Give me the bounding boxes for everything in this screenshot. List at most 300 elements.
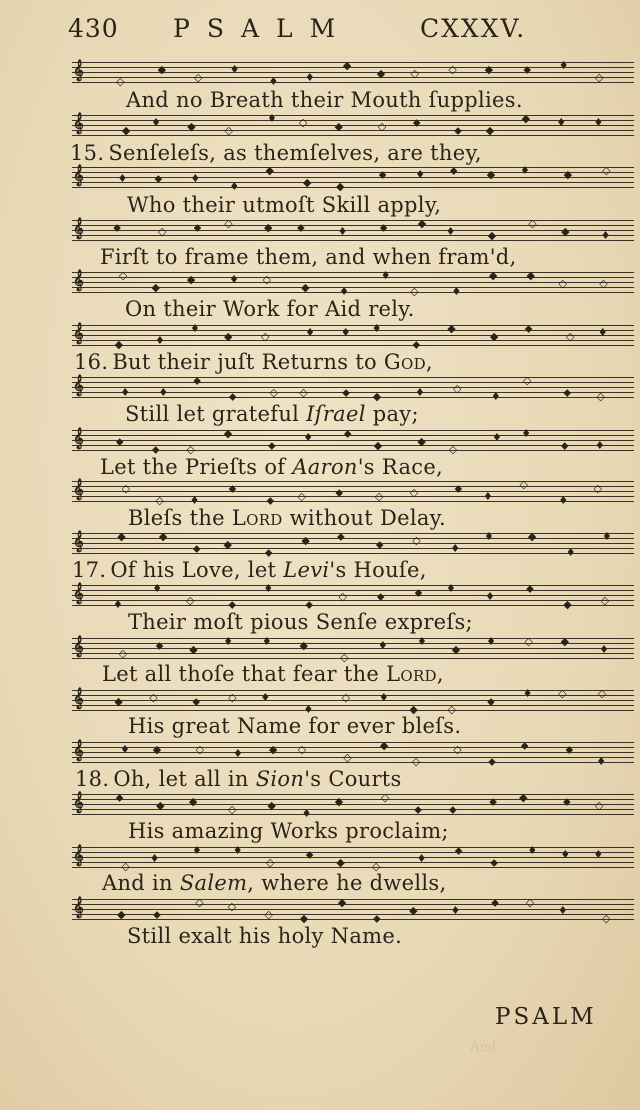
note-head-icon: ◇ bbox=[341, 691, 351, 704]
note-head-icon: ◇ bbox=[118, 647, 128, 660]
note-head-icon: ◆ bbox=[337, 896, 347, 909]
note-head-icon: ⬥ bbox=[488, 755, 496, 768]
note-head-icon: ◆ bbox=[117, 530, 126, 543]
note-head-icon: ◇ bbox=[410, 67, 419, 80]
note-head-icon: ◇ bbox=[371, 860, 381, 873]
note-head-icon: ⬥ bbox=[490, 856, 498, 869]
note-head-icon: ♦ bbox=[117, 172, 128, 185]
clef-icon: 𝄞 bbox=[73, 479, 84, 500]
verse-line bbox=[102, 871, 446, 895]
note-head-icon: ◇ bbox=[186, 443, 195, 456]
note-head-icon: ⬥ bbox=[378, 168, 387, 181]
verse-text: And no Breath their Mouth ſupplies. bbox=[126, 88, 523, 112]
small-caps-word: Lord bbox=[231, 506, 283, 530]
clef-icon: 𝄞 bbox=[73, 792, 84, 813]
italic-word: Aaron bbox=[292, 455, 358, 479]
staff-line bbox=[72, 82, 634, 83]
note-head-icon: ⬥ bbox=[335, 486, 344, 499]
note-head-icon: ⬥ bbox=[523, 63, 532, 76]
note-head-icon: ♦ bbox=[599, 643, 609, 656]
note-head-icon: ◇ bbox=[265, 856, 275, 869]
note-head-icon: ♦ bbox=[152, 582, 163, 595]
note-head-icon: ⬥ bbox=[454, 482, 463, 495]
note-head-icon: ⬥ bbox=[448, 803, 457, 816]
note-head-icon: ♦ bbox=[339, 285, 349, 298]
note-head-icon: ◇ bbox=[195, 743, 205, 756]
note-head-icon: ◇ bbox=[409, 486, 419, 499]
note-head-icon: ◇ bbox=[149, 691, 158, 704]
note-head-icon: ◇ bbox=[224, 217, 233, 230]
note-head-icon: ♦ bbox=[190, 172, 201, 185]
note-head-icon: ♦ bbox=[303, 431, 314, 444]
note-head-icon: ♦ bbox=[556, 116, 567, 129]
staff-line bbox=[72, 899, 634, 900]
note-head-icon: ♦ bbox=[491, 431, 502, 444]
clef-icon: 𝄞 bbox=[73, 583, 84, 604]
music-staff bbox=[72, 164, 634, 193]
psalm-numeral: CXXXV. bbox=[420, 14, 527, 43]
note-head-icon: ⬥ bbox=[305, 598, 314, 611]
verse-text: 's Courts bbox=[304, 767, 402, 791]
verse-line bbox=[127, 193, 441, 217]
note-head-icon: ◆ bbox=[156, 799, 165, 812]
note-head-icon: ◆ bbox=[302, 176, 312, 189]
note-head-icon: ◆ bbox=[376, 67, 386, 80]
staff-line bbox=[72, 325, 634, 326]
catchword: PSALM bbox=[495, 1004, 597, 1030]
staff-line bbox=[72, 377, 634, 378]
note-head-icon: ⬥ bbox=[560, 439, 569, 452]
note-head-icon: ♦ bbox=[565, 546, 576, 559]
music-staff bbox=[72, 112, 634, 137]
note-head-icon: ⬥ bbox=[489, 795, 497, 808]
note-head-icon: ◆ bbox=[527, 530, 537, 543]
note-head-icon: ♦ bbox=[445, 582, 456, 595]
clef-icon: 𝄞 bbox=[73, 428, 84, 449]
staff-line bbox=[72, 240, 634, 241]
note-head-icon: ◇ bbox=[298, 116, 308, 129]
note-head-icon: ◇ bbox=[121, 482, 131, 495]
staff-line bbox=[72, 814, 634, 815]
note-head-icon: ◆ bbox=[561, 225, 570, 238]
note-head-icon: ◇ bbox=[525, 896, 535, 909]
note-head-icon: ♦ bbox=[596, 755, 607, 768]
note-head-icon: ♦ bbox=[112, 598, 123, 611]
note-head-icon: ♦ bbox=[451, 285, 462, 298]
verse-line bbox=[127, 924, 402, 948]
note-head-icon: ◇ bbox=[227, 803, 237, 816]
staff-line bbox=[72, 62, 634, 63]
note-head-icon: ◇ bbox=[269, 386, 278, 399]
note-head-icon: ◇ bbox=[453, 743, 462, 756]
note-head-icon: ◇ bbox=[343, 751, 352, 764]
note-head-icon: ⬥ bbox=[491, 896, 499, 909]
note-head-icon: ⬥ bbox=[414, 803, 422, 816]
music-staff bbox=[72, 269, 634, 298]
note-head-icon: ⬥ bbox=[228, 482, 237, 495]
note-head-icon: ⬥ bbox=[228, 598, 237, 611]
note-head-icon: ⬥ bbox=[297, 221, 305, 234]
staff-line bbox=[72, 435, 634, 436]
music-staff bbox=[72, 530, 634, 559]
note-head-icon: ◇ bbox=[523, 374, 532, 387]
note-head-icon: ◆ bbox=[519, 791, 528, 804]
verse-line bbox=[74, 350, 433, 374]
note-head-icon: ◇ bbox=[447, 703, 456, 716]
note-head-icon: ⬥ bbox=[342, 386, 350, 399]
note-head-icon: ♦ bbox=[486, 635, 496, 648]
staff-line bbox=[72, 481, 634, 482]
clef-icon: 𝄞 bbox=[73, 636, 84, 657]
verse-number: 17. bbox=[72, 558, 107, 582]
staff-line bbox=[72, 757, 634, 758]
verse-text: Bleſs the bbox=[128, 506, 232, 530]
note-head-icon: ⬥ bbox=[524, 322, 533, 335]
music-staff bbox=[72, 374, 634, 403]
staff-line bbox=[72, 794, 634, 795]
note-head-icon: ♦ bbox=[266, 112, 277, 125]
note-head-icon: ⬥ bbox=[154, 172, 163, 185]
staff-line bbox=[72, 595, 634, 596]
verse-text: Still let grateful bbox=[125, 402, 307, 426]
staff-line bbox=[72, 658, 634, 659]
note-head-icon: ⬥ bbox=[193, 221, 202, 234]
note-head-icon: ♦ bbox=[558, 494, 569, 507]
note-head-icon: ♦ bbox=[593, 116, 604, 129]
note-head-icon: ♦ bbox=[485, 590, 495, 603]
note-head-icon: ⬥ bbox=[192, 542, 201, 555]
note-head-icon: ◆ bbox=[526, 269, 535, 282]
note-head-icon: ◆ bbox=[487, 229, 497, 242]
note-head-icon: ◆ bbox=[223, 330, 233, 343]
note-head-icon: ⬥ bbox=[565, 743, 574, 756]
note-head-icon: ♦ bbox=[414, 386, 425, 399]
note-head-icon: ⬥ bbox=[449, 164, 458, 177]
note-head-icon: ◆ bbox=[301, 281, 310, 294]
clef-icon: 𝄞 bbox=[73, 218, 84, 239]
note-head-icon: ◆ bbox=[417, 435, 426, 448]
note-head-icon: ◆ bbox=[299, 639, 308, 652]
staff-line bbox=[72, 72, 634, 73]
staff-line bbox=[72, 904, 634, 905]
note-head-icon: ◆ bbox=[186, 273, 196, 286]
note-head-icon: ⬥ bbox=[562, 795, 571, 808]
italic-word: Sion bbox=[255, 767, 305, 791]
page-header bbox=[68, 14, 538, 48]
note-head-icon: ◆ bbox=[447, 322, 456, 335]
staff-line bbox=[72, 230, 634, 231]
verse-line bbox=[128, 819, 449, 843]
staff-line bbox=[72, 225, 634, 226]
note-head-icon: ◇ bbox=[374, 490, 384, 503]
note-head-icon: ⬥ bbox=[228, 390, 237, 403]
note-head-icon: ◇ bbox=[594, 799, 604, 812]
note-head-icon: ⬥ bbox=[264, 546, 273, 559]
staff-line bbox=[72, 392, 634, 393]
note-head-icon: ♦ bbox=[484, 530, 494, 543]
note-head-icon: ⬥ bbox=[372, 912, 381, 925]
staff-line bbox=[72, 548, 634, 549]
staff-line bbox=[72, 653, 634, 654]
note-head-icon: ⬥ bbox=[343, 427, 352, 440]
staff-line bbox=[72, 605, 634, 606]
staff-line bbox=[72, 600, 634, 601]
staff-line bbox=[72, 430, 634, 431]
italic-word: Levi bbox=[283, 558, 330, 582]
note-head-icon: ♦ bbox=[522, 687, 533, 700]
note-head-icon: ◆ bbox=[451, 643, 461, 656]
verse-line bbox=[125, 297, 415, 321]
note-head-icon: ◆ bbox=[152, 743, 162, 756]
note-head-icon: ♦ bbox=[189, 494, 200, 507]
clef-icon: 𝄞 bbox=[73, 375, 84, 396]
verse-text: Their moſt pious Senſe expreſs; bbox=[128, 610, 473, 634]
staff-line bbox=[72, 277, 634, 278]
verse-text: Still exalt his holy Name. bbox=[127, 924, 403, 948]
note-head-icon: ♦ bbox=[519, 164, 530, 177]
clef-icon: 𝄞 bbox=[73, 113, 84, 134]
music-staff bbox=[72, 739, 634, 768]
staff-line bbox=[72, 235, 634, 236]
note-head-icon: ◆ bbox=[121, 124, 131, 137]
staff-line bbox=[72, 167, 634, 168]
note-head-icon: ⬥ bbox=[153, 908, 161, 921]
note-head-icon: ♦ bbox=[416, 852, 427, 865]
note-head-icon: ◆ bbox=[267, 799, 276, 812]
clef-icon: 𝄞 bbox=[73, 531, 84, 552]
note-head-icon: ◇ bbox=[262, 273, 271, 286]
staff-line bbox=[72, 187, 634, 188]
note-head-icon: ◆ bbox=[409, 904, 418, 917]
note-head-icon: ◇ bbox=[227, 900, 237, 913]
note-head-icon: ♦ bbox=[223, 635, 234, 648]
note-head-icon: ◆ bbox=[488, 269, 498, 282]
note-head-icon: ◇ bbox=[593, 482, 602, 495]
note-head-icon: ◆ bbox=[114, 695, 123, 708]
note-head-icon: ◆ bbox=[114, 338, 124, 351]
small-caps-word: God bbox=[383, 350, 426, 374]
staff-line bbox=[72, 220, 634, 221]
verse-text: Let the Prieſts of bbox=[100, 455, 293, 479]
note-head-icon: ♦ bbox=[120, 743, 130, 756]
verse-line bbox=[100, 455, 443, 479]
note-head-icon: ◇ bbox=[594, 71, 604, 84]
music-staff bbox=[72, 427, 634, 456]
note-head-icon: ◆ bbox=[379, 739, 389, 752]
clef-icon: 𝄞 bbox=[73, 740, 84, 761]
note-head-icon: ♦ bbox=[490, 390, 501, 403]
verse-text: 's Race, bbox=[357, 455, 444, 479]
verse-line bbox=[75, 767, 402, 791]
psalm-title: PSALM bbox=[173, 14, 353, 43]
note-head-icon: ⬥ bbox=[113, 221, 121, 234]
music-staff bbox=[72, 217, 634, 242]
note-head-icon: ◇ bbox=[158, 225, 167, 238]
note-head-icon: ♦ bbox=[192, 844, 202, 857]
note-head-icon: ♦ bbox=[229, 63, 240, 76]
note-head-icon: ◆ bbox=[563, 168, 573, 181]
staff-line bbox=[72, 135, 634, 136]
note-head-icon: ⬥ bbox=[193, 374, 201, 387]
note-head-icon: ◇ bbox=[116, 75, 125, 88]
note-head-icon: ♦ bbox=[445, 225, 456, 238]
note-head-icon: ⬥ bbox=[266, 494, 275, 507]
note-head-icon: ⬥ bbox=[414, 586, 423, 599]
verse-text: Oh, let all in bbox=[113, 767, 256, 791]
note-head-icon: ◇ bbox=[264, 908, 273, 921]
note-head-icon: ◆ bbox=[563, 598, 572, 611]
staff-line bbox=[72, 382, 634, 383]
note-head-icon: ♦ bbox=[149, 852, 160, 865]
staff-line bbox=[72, 867, 634, 868]
note-head-icon: ◆ bbox=[157, 63, 167, 76]
note-head-icon: ◆ bbox=[372, 390, 382, 403]
note-head-icon: ♦ bbox=[450, 904, 461, 917]
note-head-icon: ◆ bbox=[409, 703, 418, 716]
note-head-icon: ♦ bbox=[450, 542, 461, 555]
note-head-icon: ♦ bbox=[594, 439, 605, 452]
clef-icon: 𝄞 bbox=[73, 845, 84, 866]
staff-line bbox=[72, 330, 634, 331]
staff-line bbox=[72, 543, 634, 544]
note-head-icon: ◆ bbox=[484, 63, 494, 76]
staff-line bbox=[72, 77, 634, 78]
verse-line bbox=[102, 662, 444, 686]
note-head-icon: ◇ bbox=[524, 635, 533, 648]
note-head-icon: ◆ bbox=[263, 221, 273, 234]
staff-line bbox=[72, 130, 634, 131]
note-head-icon: ◇ bbox=[601, 912, 611, 925]
page-number: 430 bbox=[68, 14, 119, 43]
note-head-icon: ◆ bbox=[334, 120, 343, 133]
note-head-icon: ◆ bbox=[301, 534, 310, 547]
note-head-icon: ◇ bbox=[155, 494, 164, 507]
note-head-icon: ♦ bbox=[263, 582, 274, 595]
staff-line bbox=[72, 847, 634, 848]
note-head-icon: ♦ bbox=[229, 180, 240, 193]
note-head-icon: ◇ bbox=[448, 63, 457, 76]
note-head-icon: ◆ bbox=[336, 180, 345, 193]
note-head-icon: ◆ bbox=[489, 330, 499, 343]
staff-line bbox=[72, 272, 634, 273]
note-head-icon: ♦ bbox=[371, 322, 382, 335]
music-staff bbox=[72, 322, 634, 351]
note-head-icon: ♦ bbox=[260, 691, 271, 704]
note-head-icon: ⬥ bbox=[305, 848, 314, 861]
music-staff bbox=[72, 635, 634, 664]
note-head-icon: ♦ bbox=[521, 427, 532, 440]
note-head-icon: ◇ bbox=[558, 277, 567, 290]
note-head-icon: ◆ bbox=[417, 217, 427, 230]
note-head-icon: ◇ bbox=[602, 164, 611, 177]
note-head-icon: ⬥ bbox=[379, 221, 388, 234]
note-head-icon: ◇ bbox=[195, 896, 204, 909]
verse-text: On their Work for Aid rely. bbox=[125, 297, 415, 321]
music-staff bbox=[72, 478, 634, 507]
note-head-icon: ♦ bbox=[415, 168, 426, 181]
note-head-icon: ◇ bbox=[410, 285, 419, 298]
verse-number: 15. bbox=[70, 141, 105, 165]
note-head-icon: ◆ bbox=[158, 530, 168, 543]
note-head-icon: ♦ bbox=[602, 530, 612, 543]
staff-line bbox=[72, 762, 634, 763]
note-head-icon: ◆ bbox=[486, 168, 496, 181]
note-head-icon: ◇ bbox=[380, 791, 390, 804]
note-head-icon: ◆ bbox=[188, 795, 198, 808]
note-head-icon: ⬥ bbox=[487, 695, 495, 708]
note-head-icon: ◇ bbox=[448, 443, 458, 456]
note-head-icon: ⬥ bbox=[155, 639, 164, 652]
note-head-icon: ⬥ bbox=[520, 739, 529, 752]
note-head-icon: ◇ bbox=[194, 71, 203, 84]
note-head-icon: ◇ bbox=[600, 594, 610, 607]
verse-text: Senſeleſs, as themſelves, are they, bbox=[108, 141, 482, 165]
note-head-icon: ◇ bbox=[297, 743, 307, 756]
note-head-icon: ♦ bbox=[337, 225, 348, 238]
note-head-icon: ◆ bbox=[560, 635, 570, 648]
staff-line bbox=[72, 491, 634, 492]
verse-text: , bbox=[436, 662, 444, 686]
verse-line bbox=[128, 714, 461, 738]
note-head-icon: ♦ bbox=[593, 848, 604, 861]
note-head-icon: ⬥ bbox=[115, 435, 124, 448]
note-head-icon: ◆ bbox=[485, 124, 495, 137]
note-head-icon: ♦ bbox=[377, 639, 388, 652]
verse-text: Firſt to frame them, and when fram'd, bbox=[100, 245, 517, 269]
note-head-icon: ◇ bbox=[260, 330, 270, 343]
verse-text: , where he dwells, bbox=[247, 871, 447, 895]
note-head-icon: ◆ bbox=[187, 120, 196, 133]
verse-number: 18. bbox=[75, 767, 110, 791]
verse-text: His amazing Works proclaim; bbox=[128, 819, 449, 843]
verse-text: His great Name for ever bleſs. bbox=[128, 714, 462, 738]
note-head-icon: ◇ bbox=[519, 478, 529, 491]
note-head-icon: ◇ bbox=[228, 691, 237, 704]
verse-text: And in bbox=[102, 871, 180, 895]
note-head-icon: ◆ bbox=[268, 743, 278, 756]
staff-line bbox=[72, 387, 634, 388]
note-head-icon: ♦ bbox=[558, 59, 569, 72]
note-head-icon: ◇ bbox=[299, 386, 308, 399]
clef-icon: 𝄞 bbox=[73, 323, 84, 344]
verse-text: Of his Love, let bbox=[110, 558, 284, 582]
italic-word: Salem bbox=[179, 871, 248, 895]
note-head-icon: ◇ bbox=[596, 390, 605, 403]
note-head-icon: ◆ bbox=[223, 427, 233, 440]
note-head-icon: ♦ bbox=[232, 844, 243, 857]
note-head-icon: ♦ bbox=[560, 848, 571, 861]
note-head-icon: ◇ bbox=[452, 382, 462, 395]
verse-line bbox=[126, 88, 523, 112]
note-head-icon: ◇ bbox=[528, 217, 537, 230]
note-head-icon: ⬥ bbox=[526, 582, 534, 595]
verse-text: without Delay. bbox=[282, 506, 447, 530]
note-head-icon: ♦ bbox=[303, 703, 314, 716]
note-head-icon: ♦ bbox=[158, 386, 169, 399]
note-head-icon: ♦ bbox=[261, 635, 272, 648]
verse-text: , bbox=[425, 350, 433, 374]
note-head-icon: ◆ bbox=[336, 856, 345, 869]
note-head-icon: ◆ bbox=[223, 538, 232, 551]
small-caps-word: Lord bbox=[386, 662, 437, 686]
note-head-icon: ♦ bbox=[380, 269, 391, 282]
music-staff bbox=[72, 687, 634, 716]
note-head-icon: ♦ bbox=[305, 326, 316, 339]
note-head-icon: ♦ bbox=[417, 635, 427, 648]
note-head-icon: ◇ bbox=[412, 534, 421, 547]
note-head-icon: ◇ bbox=[121, 860, 130, 873]
verse-number: 16. bbox=[74, 350, 109, 374]
